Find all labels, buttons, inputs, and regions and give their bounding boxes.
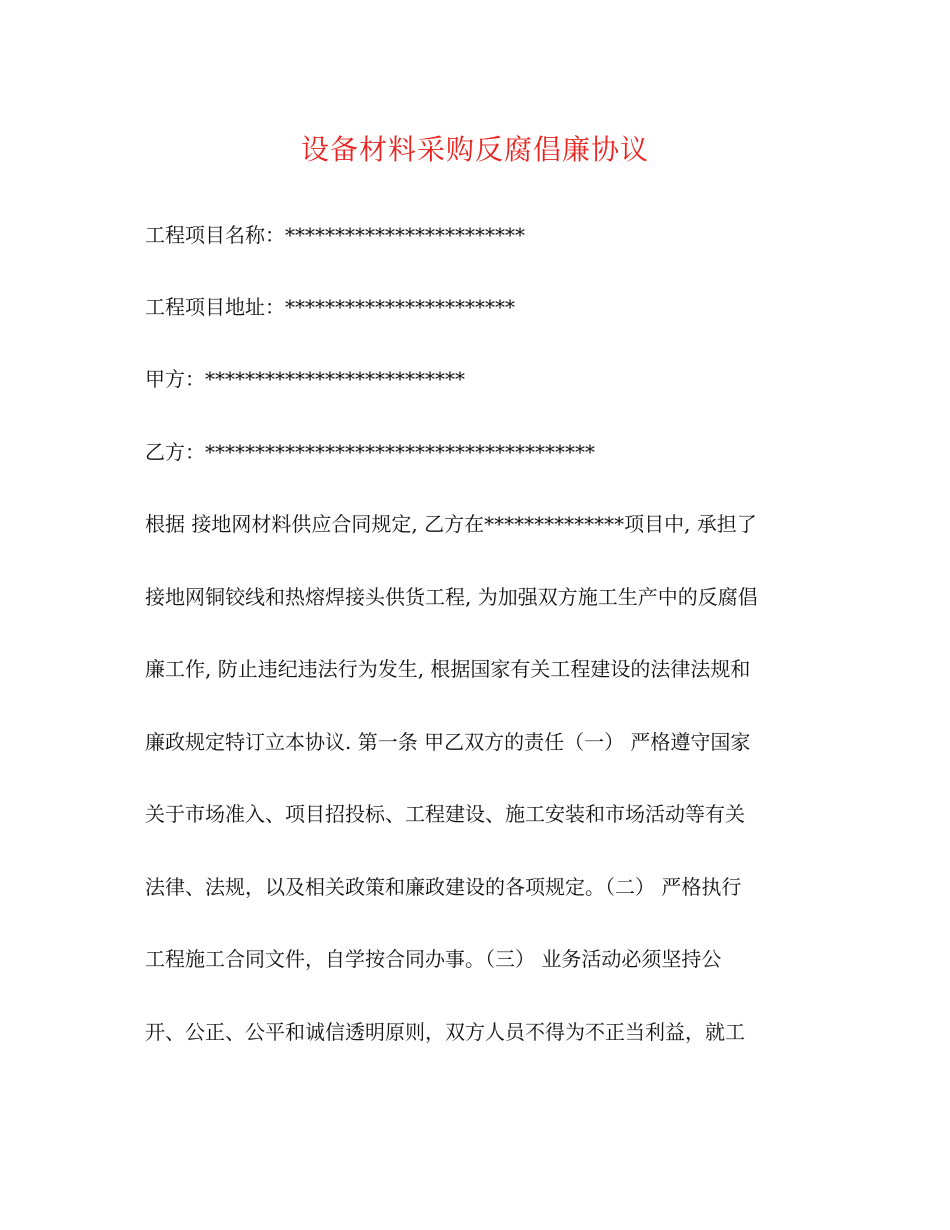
body-line: 法律、法规，以及相关政策和廉政建设的各项规定。（二） 严格执行 [145, 875, 742, 899]
field-project-name: 工程项目名称：************************ [145, 223, 525, 247]
body-line: 关于市场准入、项目招投标、工程建设、施工安装和市场活动等有关 [145, 802, 745, 826]
field-party-b: 乙方：*************************************** [145, 440, 595, 464]
document-title: 设备材料采购反腐倡廉协议 [300, 133, 649, 166]
body-line: 廉政规定特订立本协议. 第一条 甲乙双方的责任（一） 严格遵守国家 [145, 730, 751, 754]
body-line: 开、公正、公平和诚信透明原则，双方人员不得为不正当利益，就工 [145, 1020, 745, 1044]
body-line: 根据 接地网材料供应合同规定, 乙方在**************项目中, 承担了 [145, 512, 757, 536]
field-party-a: 甲方：************************** [145, 367, 465, 391]
body-line: 廉工作, 防止违纪违法行为发生, 根据国家有关工程建设的法律法规和 [145, 657, 751, 681]
field-project-address: 工程项目地址：*********************** [145, 295, 515, 319]
body-line: 工程施工合同文件，自学按合同办事。（三） 业务活动必须坚持公 [145, 947, 722, 971]
body-line: 接地网铜铰线和热熔焊接头供货工程, 为加强双方施工生产中的反腐倡 [145, 585, 758, 609]
